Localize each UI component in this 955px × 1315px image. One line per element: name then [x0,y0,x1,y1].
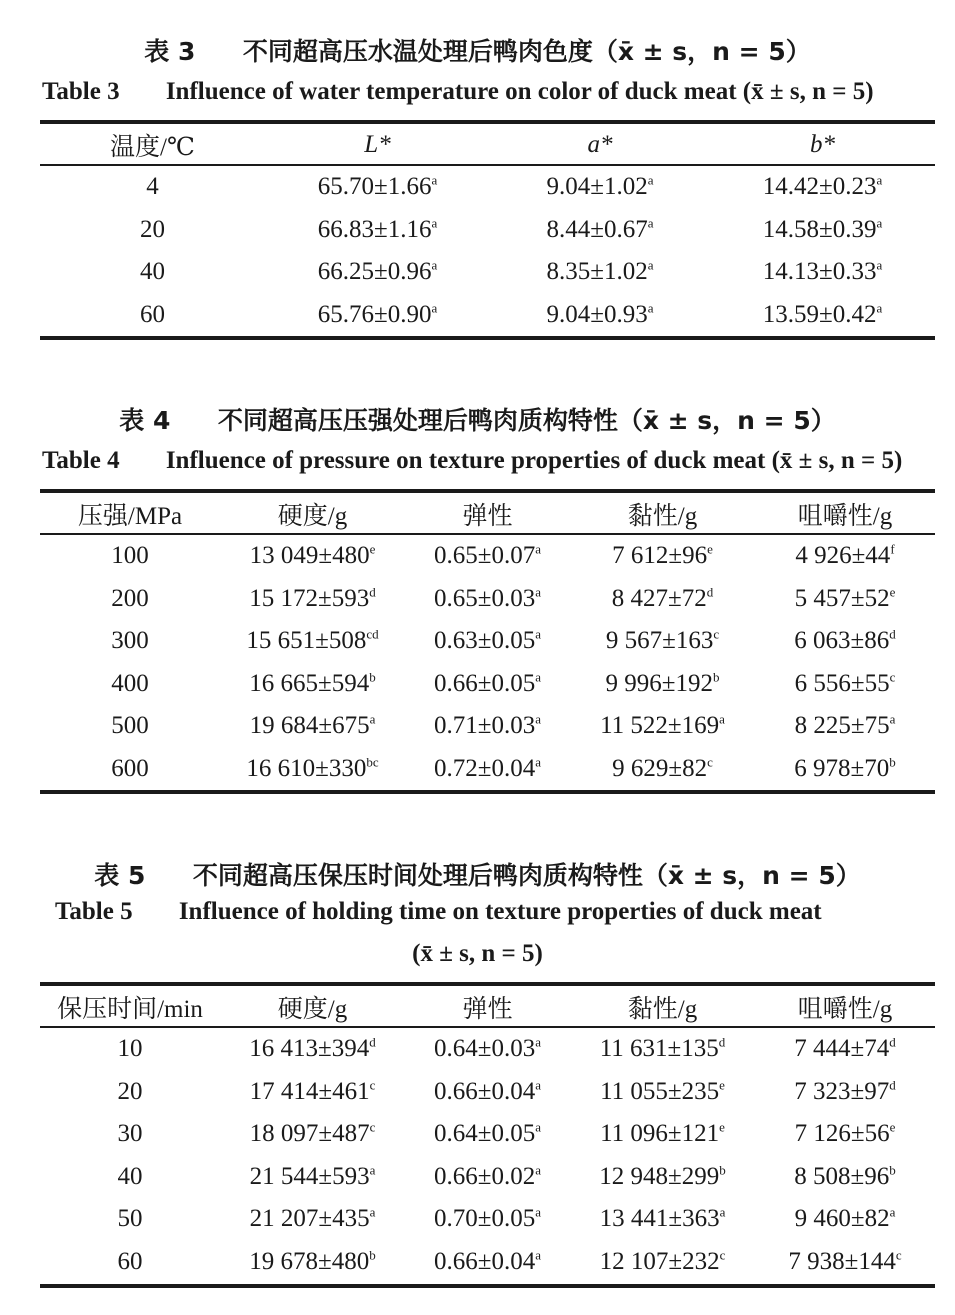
table5-header-springiness: 弹性 [462,996,513,1023]
table5-cell-value: 30 [117,1120,143,1148]
table4-cell [40,535,220,578]
table4-cell [405,748,570,791]
table3-row [40,166,935,209]
table5-header-row [40,986,935,1028]
table5-significance-letter: a [535,1077,541,1093]
table5-cell [40,1241,220,1284]
table3-header-a: a* [587,131,613,158]
table4-significance-letter: a [369,711,376,727]
table5-cell [40,1156,220,1199]
table4-header-pressure: 压强/MPa [77,503,183,530]
table4-cell [570,578,755,621]
table3-header-l: L* [364,131,391,158]
table4-cell [405,663,570,706]
table4-cell [220,578,405,621]
table4-caption-zh-prefix: 表 4 [119,406,171,435]
table5-cell-value: 0.66±0.04 [433,1247,536,1275]
table4-significance-letter: a [535,584,541,600]
table4-cell-value: 500 [111,712,149,740]
table5-cell-value: 12 107±232 [599,1247,720,1275]
table5-cell-value: 7 126±56 [794,1120,890,1148]
table3-cell [40,251,265,294]
table3-cell-value: 66.25±0.96 [317,258,432,286]
table3-title-en: Influence of water temperature on color of duck meat (x̄ ± s, n = 5) [165,78,874,105]
table4-significance-letter: a [535,669,541,685]
table4-significance-letter: a [889,711,896,727]
table5-cell-value: 7 323±97 [794,1077,890,1105]
table3-significance-letter: a [431,215,438,231]
table4-cell-value: 19 684±675 [249,712,370,740]
table5-significance-letter: d [369,1034,376,1050]
table4-header-springiness: 弹性 [462,503,513,530]
table5-cell [405,1156,570,1199]
table3-cell [265,209,490,252]
table5-significance-letter: c [719,1247,726,1263]
table5-significance-letter: b [889,1162,896,1178]
table5-cell-value: 18 097±487 [249,1120,370,1148]
table5-significance-letter: c [369,1077,376,1093]
table4-significance-letter: c [713,626,720,642]
table5-significance-letter: a [369,1204,376,1220]
table3-cell-value: 14.13±0.33 [762,258,877,286]
table5-cell [40,1071,220,1114]
table4-significance-letter: d [706,584,714,600]
table4-caption-zh-text: 不同超高压压强处理后鸭肉质构特性（x̄ ± s，n = 5） [217,406,836,435]
table3-cell [710,166,935,209]
table4-cell [40,748,220,791]
table4-significance-letter: e [369,541,376,557]
table3-label-en: Table 3 [42,78,120,105]
table3-cell [40,209,265,252]
table5-header-chewiness: 咀嚼性/g [797,996,893,1023]
table5-significance-letter: c [369,1119,376,1135]
table4-cell [755,620,935,663]
table5-significance-letter: a [889,1204,896,1220]
table5-row [40,1156,935,1199]
table3-cell [490,209,710,252]
table4-significance-letter: e [889,584,896,600]
table3-header-b: b* [810,131,835,158]
table5-cell-value: 17 414±461 [249,1077,370,1105]
table5-row [40,1241,935,1284]
table5-header-holding-time: 保压时间/min [57,996,203,1023]
table3-header-temperature: 温度/℃ [110,134,195,161]
table3-significance-letter: a [876,215,883,231]
table3-significance-letter: a [647,172,654,188]
table4-significance-letter: b [369,669,376,685]
table3-row [40,294,935,337]
table5-cell-value: 0.66±0.02 [433,1162,536,1190]
table5-header-adhesiveness: 黏性/g [627,996,698,1023]
table5-cell-value: 11 055±235 [600,1077,720,1105]
table3-cell-value: 65.70±1.66 [317,173,432,201]
table4-cell [570,535,755,578]
table4-cell-value: 5 457±52 [794,584,890,612]
table4-row [40,535,935,578]
table3-cell [710,251,935,294]
table4-caption-en [42,447,902,475]
table5-cell [570,1071,755,1114]
table4-title-en: Influence of pressure on texture properties of duck meat (x̄ ± s, n = 5) [165,447,903,474]
table3-cell-value: 8.44±0.67 [546,215,648,243]
table3-row [40,251,935,294]
table5-cell-value: 21 544±593 [249,1162,370,1190]
table4-cell-value: 400 [111,669,149,697]
table5-cell-value: 11 631±135 [599,1035,719,1063]
table4-cell [220,535,405,578]
table5-cell-value: 40 [117,1162,143,1190]
table4-row [40,748,935,791]
table5-cell [570,1028,755,1071]
table5-row [40,1198,935,1241]
table3-cell-value: 65.76±0.90 [317,300,432,328]
table4-cell [405,535,570,578]
table4-cell-value: 16 610±330 [246,754,367,782]
table3-cell-value: 9.04±0.93 [546,300,648,328]
table5-significance-letter: a [535,1119,541,1135]
table4-significance-letter: b [889,754,896,770]
table4-cell-value: 0.72±0.04 [433,754,536,782]
table5-cell [755,1241,935,1284]
table5-cell-value: 0.66±0.04 [433,1077,536,1105]
table3-cell [40,166,265,209]
table4-cell-value: 15 651±508 [246,627,367,655]
table5-cell-value: 60 [117,1247,143,1275]
table4-cell-value: 13 049±480 [249,542,370,570]
table3-caption-zh-text: 不同超高压水温处理后鸭肉色度（x̄ ± s，n = 5） [242,37,811,66]
table3-cell-value: 4 [146,173,159,201]
table5-cell-value: 21 207±435 [249,1205,370,1233]
table4-cell-value: 8 427±72 [611,584,707,612]
table4-cell-value: 8 225±75 [794,712,890,740]
table3-cell [710,294,935,337]
table4-cell-value: 7 612±96 [612,542,708,570]
table4-significance-letter: a [535,711,541,727]
table3-cell [40,294,265,337]
table3-significance-letter: a [647,257,654,273]
table3-cell [265,294,490,337]
table5-label-en: Table 5 [55,898,133,925]
table4-row [40,620,935,663]
table5-significance-letter: a [535,1162,541,1178]
table3-significance-letter: a [431,257,438,273]
table5-caption-zh-text: 不同超高压保压时间处理后鸭肉质构特性（x̄ ± s，n = 5） [192,861,861,890]
table3-caption-zh-prefix: 表 3 [144,37,196,66]
table4-cell-value: 6 978±70 [794,754,890,782]
table3-bottom-rule [40,336,935,340]
table5-significance-letter: d [889,1034,896,1050]
table5-cell [405,1113,570,1156]
table4-cell-value: 0.66±0.05 [433,669,536,697]
table5-title-en: Influence of holding time on texture properties of duck meat [178,898,822,925]
table5-significance-letter: b [719,1162,726,1178]
table4-cell [405,705,570,748]
table4-cell-value: 6 556±55 [794,669,890,697]
table4-significance-letter: d [889,626,896,642]
table3-cell-value: 14.42±0.23 [762,173,877,201]
table5-significance-letter: a [719,1204,726,1220]
table5-cell [40,1198,220,1241]
table5-significance-letter: a [369,1162,376,1178]
table4-cell [220,663,405,706]
table5-significance-letter: e [889,1119,896,1135]
table4-cell [220,748,405,791]
table4-cell [220,620,405,663]
table3-cell [490,251,710,294]
table5-cell-value: 0.64±0.05 [433,1120,536,1148]
table4-cell-value: 6 063±86 [794,627,890,655]
table5-significance-letter: a [535,1247,541,1263]
table3 [40,124,935,336]
table5-caption-en-line2: (x̄ ± s, n = 5) [412,940,543,967]
table4-cell [570,705,755,748]
table4-caption-zh [0,401,955,437]
table4-cell [220,705,405,748]
table5-cell [40,1113,220,1156]
table4-cell-value: 0.71±0.03 [433,712,536,740]
table3-cell-value: 9.04±1.02 [546,173,648,201]
table5-cell-value: 50 [117,1205,143,1233]
table4-significance-letter: a [535,754,541,770]
table4-significance-letter: e [707,541,713,557]
table3-cell-value: 60 [140,300,165,328]
table5-cell [755,1113,935,1156]
table5-cell [570,1113,755,1156]
table4-header-hardness: 硬度/g [277,503,348,530]
table5-significance-letter: b [369,1247,376,1263]
table3-significance-letter: a [647,215,654,231]
table5-cell [755,1156,935,1199]
table5-cell [40,1028,220,1071]
table5-row [40,1071,935,1114]
table4-cell [570,663,755,706]
table5-cell [755,1071,935,1114]
table3-header-rule [40,164,935,166]
table4-cell-value: 4 926±44 [795,542,891,570]
table3-cell [265,251,490,294]
table4-cell-value: 9 996±192 [605,669,713,697]
table5-cell-value: 0.70±0.05 [433,1205,536,1233]
table5-cell-value: 16 413±394 [249,1035,370,1063]
table3-caption-en [42,78,874,106]
table5-cell-value: 10 [117,1035,143,1063]
table4-cell-value: 300 [111,627,149,655]
table5-cell-value: 9 460±82 [794,1205,890,1233]
table4-cell-value: 0.65±0.03 [433,584,536,612]
table3-cell [490,166,710,209]
table5-header-rule [40,1026,935,1028]
table5-cell-value: 7 444±74 [794,1035,890,1063]
table4-bottom-rule [40,790,935,794]
table3-caption-zh [0,32,955,68]
table3-cell-value: 14.58±0.39 [762,215,877,243]
table5-caption-zh [0,856,955,892]
table4-cell [570,748,755,791]
table4-cell [40,578,220,621]
table4-significance-letter: bc [366,754,379,770]
table4-cell-value: 16 665±594 [249,669,370,697]
table3-significance-letter: a [431,172,438,188]
table4-label-en: Table 4 [42,447,120,474]
table5-cell [405,1198,570,1241]
table5-cell [405,1071,570,1114]
table5-cell [405,1028,570,1071]
table5-cell-value: 19 678±480 [249,1247,370,1275]
table4-significance-letter: a [535,626,541,642]
table3-cell-value: 20 [140,215,165,243]
table4-cell [755,578,935,621]
table4-cell-value: 600 [111,754,149,782]
table4-cell [405,620,570,663]
table4-cell-value: 15 172±593 [249,584,370,612]
table5-significance-letter: c [895,1247,902,1263]
table5-caption-en [55,898,822,926]
table4-cell-value: 0.63±0.05 [433,627,536,655]
table3-cell [490,294,710,337]
table5-significance-letter: a [535,1204,541,1220]
table4-cell-value: 11 522±169 [600,712,720,740]
table4-cell-value: 9 629±82 [612,754,708,782]
table5-significance-letter: e [719,1077,725,1093]
table4-header-row [40,493,935,535]
table4-header-adhesiveness: 黏性/g [627,503,698,530]
table5-cell [220,1113,405,1156]
table4-significance-letter: c [707,754,713,770]
table3-row [40,209,935,252]
table5-cell [570,1156,755,1199]
table3-cell-value: 40 [140,258,165,286]
table3-significance-letter: a [876,257,883,273]
table4-cell [755,748,935,791]
table4-significance-letter: c [889,669,896,685]
table3-header-row [40,124,935,166]
table5-cell [220,1071,405,1114]
table5-cell-value: 11 096±121 [600,1120,720,1148]
table4-significance-letter: d [369,584,376,600]
table5-cell [220,1156,405,1199]
table5-cell-value: 13 441±363 [599,1205,720,1233]
table5-cell-value: 7 938±144 [788,1247,896,1275]
table4-cell [405,578,570,621]
table3-significance-letter: a [876,172,883,188]
table4-cell-value: 9 567±163 [605,627,714,655]
table3-significance-letter: a [647,300,654,316]
table3-cell-value: 66.83±1.16 [317,215,432,243]
table4-cell [570,620,755,663]
table4-significance-letter: a [535,541,541,557]
table3-significance-letter: a [431,300,438,316]
table4-cell [40,663,220,706]
table4-row [40,663,935,706]
table5-cell [220,1241,405,1284]
table4-cell [755,535,935,578]
table5-cell [570,1241,755,1284]
table5-significance-letter: e [719,1119,725,1135]
table3-cell [265,166,490,209]
table4-cell-value: 200 [111,584,149,612]
table5-caption-zh-prefix: 表 5 [94,861,146,890]
table5 [40,986,935,1283]
table5-row [40,1113,935,1156]
table3-significance-letter: a [876,300,883,316]
table4-significance-letter: f [890,541,895,557]
table4-header-rule [40,533,935,535]
table5-cell [220,1028,405,1071]
table5-cell-value: 8 508±96 [794,1162,890,1190]
table3-cell-value: 13.59±0.42 [762,300,877,328]
table4-row [40,578,935,621]
table4-significance-letter: a [719,711,725,727]
table5-header-hardness: 硬度/g [277,996,348,1023]
table3-cell [710,209,935,252]
table4 [40,493,935,790]
table5-cell [405,1241,570,1284]
table4-cell [40,705,220,748]
table5-significance-letter: d [718,1034,726,1050]
table5-significance-letter: a [535,1034,541,1050]
table5-cell-value: 12 948±299 [599,1162,720,1190]
table4-significance-letter: b [712,669,720,685]
table4-significance-letter: cd [366,626,379,642]
table4-cell [40,620,220,663]
table5-cell [220,1198,405,1241]
table4-cell-value: 100 [111,542,149,570]
table4-cell-value: 0.65±0.07 [433,542,536,570]
table5-cell [570,1198,755,1241]
table5-cell [755,1028,935,1071]
table4-header-chewiness: 咀嚼性/g [797,503,893,530]
table5-cell [755,1198,935,1241]
table4-row [40,705,935,748]
table3-cell-value: 8.35±1.02 [546,258,648,286]
table4-cell [755,705,935,748]
table5-cell-value: 0.64±0.03 [433,1035,536,1063]
table5-significance-letter: d [889,1077,896,1093]
table5-row [40,1028,935,1071]
table5-cell-value: 20 [117,1077,143,1105]
table5-bottom-rule [40,1284,935,1288]
table4-cell [755,663,935,706]
